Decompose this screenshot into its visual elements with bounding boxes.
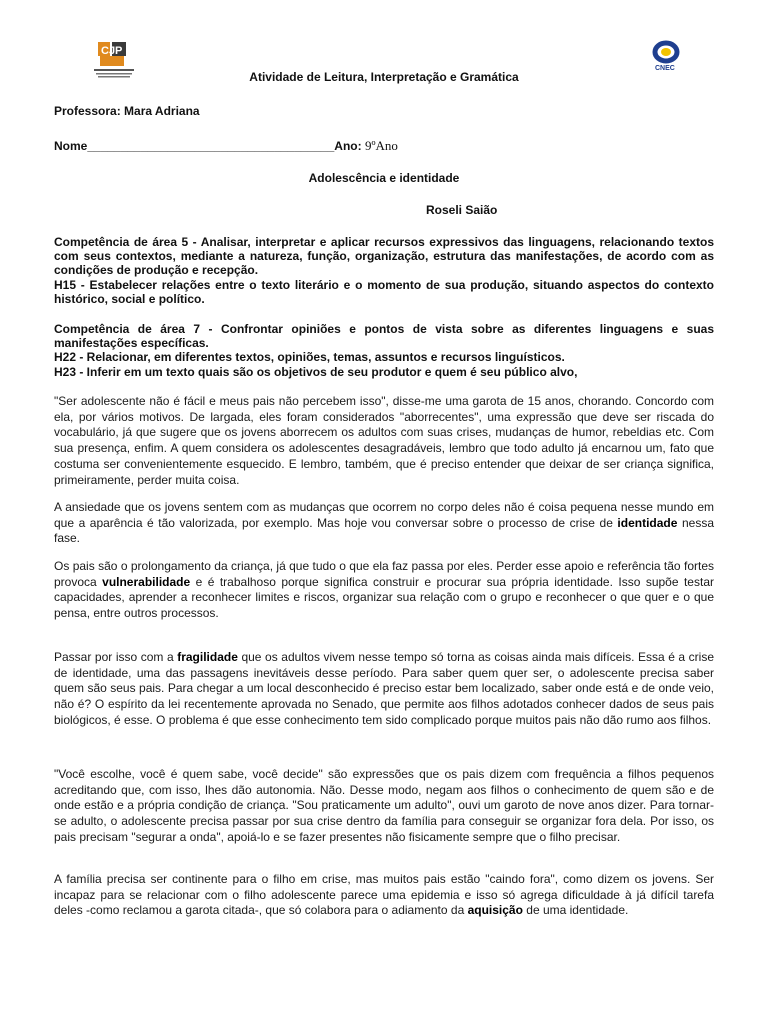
student-info-line bbox=[54, 138, 398, 154]
paragraph-3-text: Os pais são o prolongamento da criança, já que tudo o que ela faz passa por eles. Perder esse apoio e referência tão fortes provoca bbox=[54, 559, 714, 589]
competency-block-5 bbox=[54, 235, 714, 306]
keyword-aquisicao: aquisição bbox=[467, 903, 523, 918]
svg-text:CJP: CJP bbox=[101, 45, 123, 57]
keyword-vulnerabilidade: vulnerabilidade bbox=[102, 574, 191, 589]
paragraph-4-end: que os adultos vivem nesse tempo só torna as coisas ainda mais difíceis. Essa é a crise de identidade, uma das passagens inevitáveis desse período. Para saber quem quer ser, o adolescente precisa saber quem são seus pais. Para chegar a um local desconhecido é preciso estar bem localizado, saber onde está e de onde veio, não é? O espírito da lei recentemente aprovada no Senado, que permite aos filhos adotados conhecer dados de seus pais biológicos, é esse. O problema é que esse conhecimento tem sido complicado porque muitos pais não dão rumo aos filhos. bbox=[54, 650, 715, 727]
paragraph-5: "Você escolhe, você é quem sabe, você decide" são expressões que os pais dizem com frequência a filhos pequenos acreditando que, com isso, lhes dão autonomia. Não. Desse modo, negam aos filhos o conhecimento de quem são e de onde estão e a própria condição de criança. "Sou praticamente um adulto", ouvi um garoto de nove anos dizer. Para tornar-se adulto, o adolescente precisa passar por sua crise dentro da família para conseguir se organizar fora dela. Por isso, os pais precisam "segurar a onda", apoiá-lo e se fazer presentes não fisicamente sempre que o filho precisar. bbox=[54, 767, 714, 844]
paragraph-6-end: de uma identidade. bbox=[522, 903, 629, 918]
skill-h22: H22 - Relacionar, em diferentes textos, opiniões, temas, assuntos e recursos linguísticos. bbox=[54, 350, 565, 365]
competency-5: Competência de área 5 - Analisar, interpretar e aplicar recursos expressivos das linguagens, relacionando textos com seus contextos, mediante a natureza, função, organização, estrutura das manifestações, de acordo com as condições de produção e recepção. bbox=[54, 235, 714, 278]
skill-h23: H23 - Inferir em um texto quais são os objetivos de seu produtor e quem é seu público alvo, bbox=[54, 364, 578, 379]
article-author: Roseli Saião bbox=[426, 203, 498, 217]
paragraph-6-text: A família precisa ser continente para o filho em crise, mas muitos pais estão "caindo fora", como dizem os jovens. Ser incapaz para se relacionar com o filho adolescente parece uma epidemia e isso só agrega dificuldade à já difícil tarefa deles -como reclamou a garota citada-, que só colabora para o adiamento da bbox=[54, 872, 714, 918]
worksheet-title: Atividade de Leitura, Interpretação e Gramática bbox=[249, 70, 519, 84]
paragraph-3 bbox=[54, 559, 714, 622]
skill-h15: H15 - Estabelecer relações entre o texto literário e o momento de sua produção, situando aspectos do contexto histórico, social e político. bbox=[54, 277, 714, 306]
paragraph-2-text: A ansiedade que os jovens sentem com as mudanças que ocorrem no corpo deles não é coisa pequena nesse mundo em que a aparência é tão valorizada, por exemplo. Mas hoje vou conversar sobre o processo de crise de bbox=[54, 500, 714, 530]
cnec-logo bbox=[650, 40, 684, 74]
year-label: Ano: bbox=[334, 139, 365, 153]
svg-text:CNEC: CNEC bbox=[655, 65, 675, 72]
teacher-line: Professora: Mara Adriana bbox=[54, 104, 200, 118]
keyword-fragilidade: fragilidade bbox=[177, 650, 238, 664]
article-title: Adolescência e identidade bbox=[308, 171, 460, 185]
paragraph-4 bbox=[54, 650, 714, 729]
paragraph-1: "Ser adolescente não é fácil e meus pais não percebem isso", disse-me uma garota de 15 anos, chorando. Concordo com ela, por vários motivos. De largada, eles foram considerados "aborrecentes", uma expressão que deve ser riscada do vocabulário, já que sugere que os jovens aborrecem os adultos com suas crises, mudanças de humor, rebeldias etc. Com sua presença, enfim. A quem considera os adolescentes desagradáveis, lembro que todo adulto já encarnou um, fato que costuma ser convenientemente esquecido. E lembro, também, que é preciso entender que deixar de ser criança significa, primeiramente, perder muita coisa. bbox=[54, 394, 714, 487]
competency-block-7 bbox=[54, 322, 714, 379]
paragraph-3-end: e é trabalhoso porque significa construir e procurar sua própria identidade. Isso supõe testar capacidades, aprender a reconhecer limites e riscos, organizar sua relação com o grupo e reconhecer o que quer e o que pensa, entre outros processos. bbox=[54, 574, 714, 621]
paragraph-4-text: Passar por isso com a bbox=[54, 650, 178, 664]
name-field: Nome_____________________________________ bbox=[54, 139, 335, 153]
keyword-identidade: identidade bbox=[617, 515, 678, 530]
year-value: 9ºAno bbox=[364, 138, 398, 153]
paragraph-6 bbox=[54, 872, 714, 919]
competency-7: Competência de área 7 - Confrontar opiniões e pontos de vista sobre as diferentes linguagens e suas manifestações específicas. bbox=[54, 322, 714, 351]
paragraph-2 bbox=[54, 500, 714, 547]
paragraph-2-end: nessa fase. bbox=[54, 515, 715, 546]
